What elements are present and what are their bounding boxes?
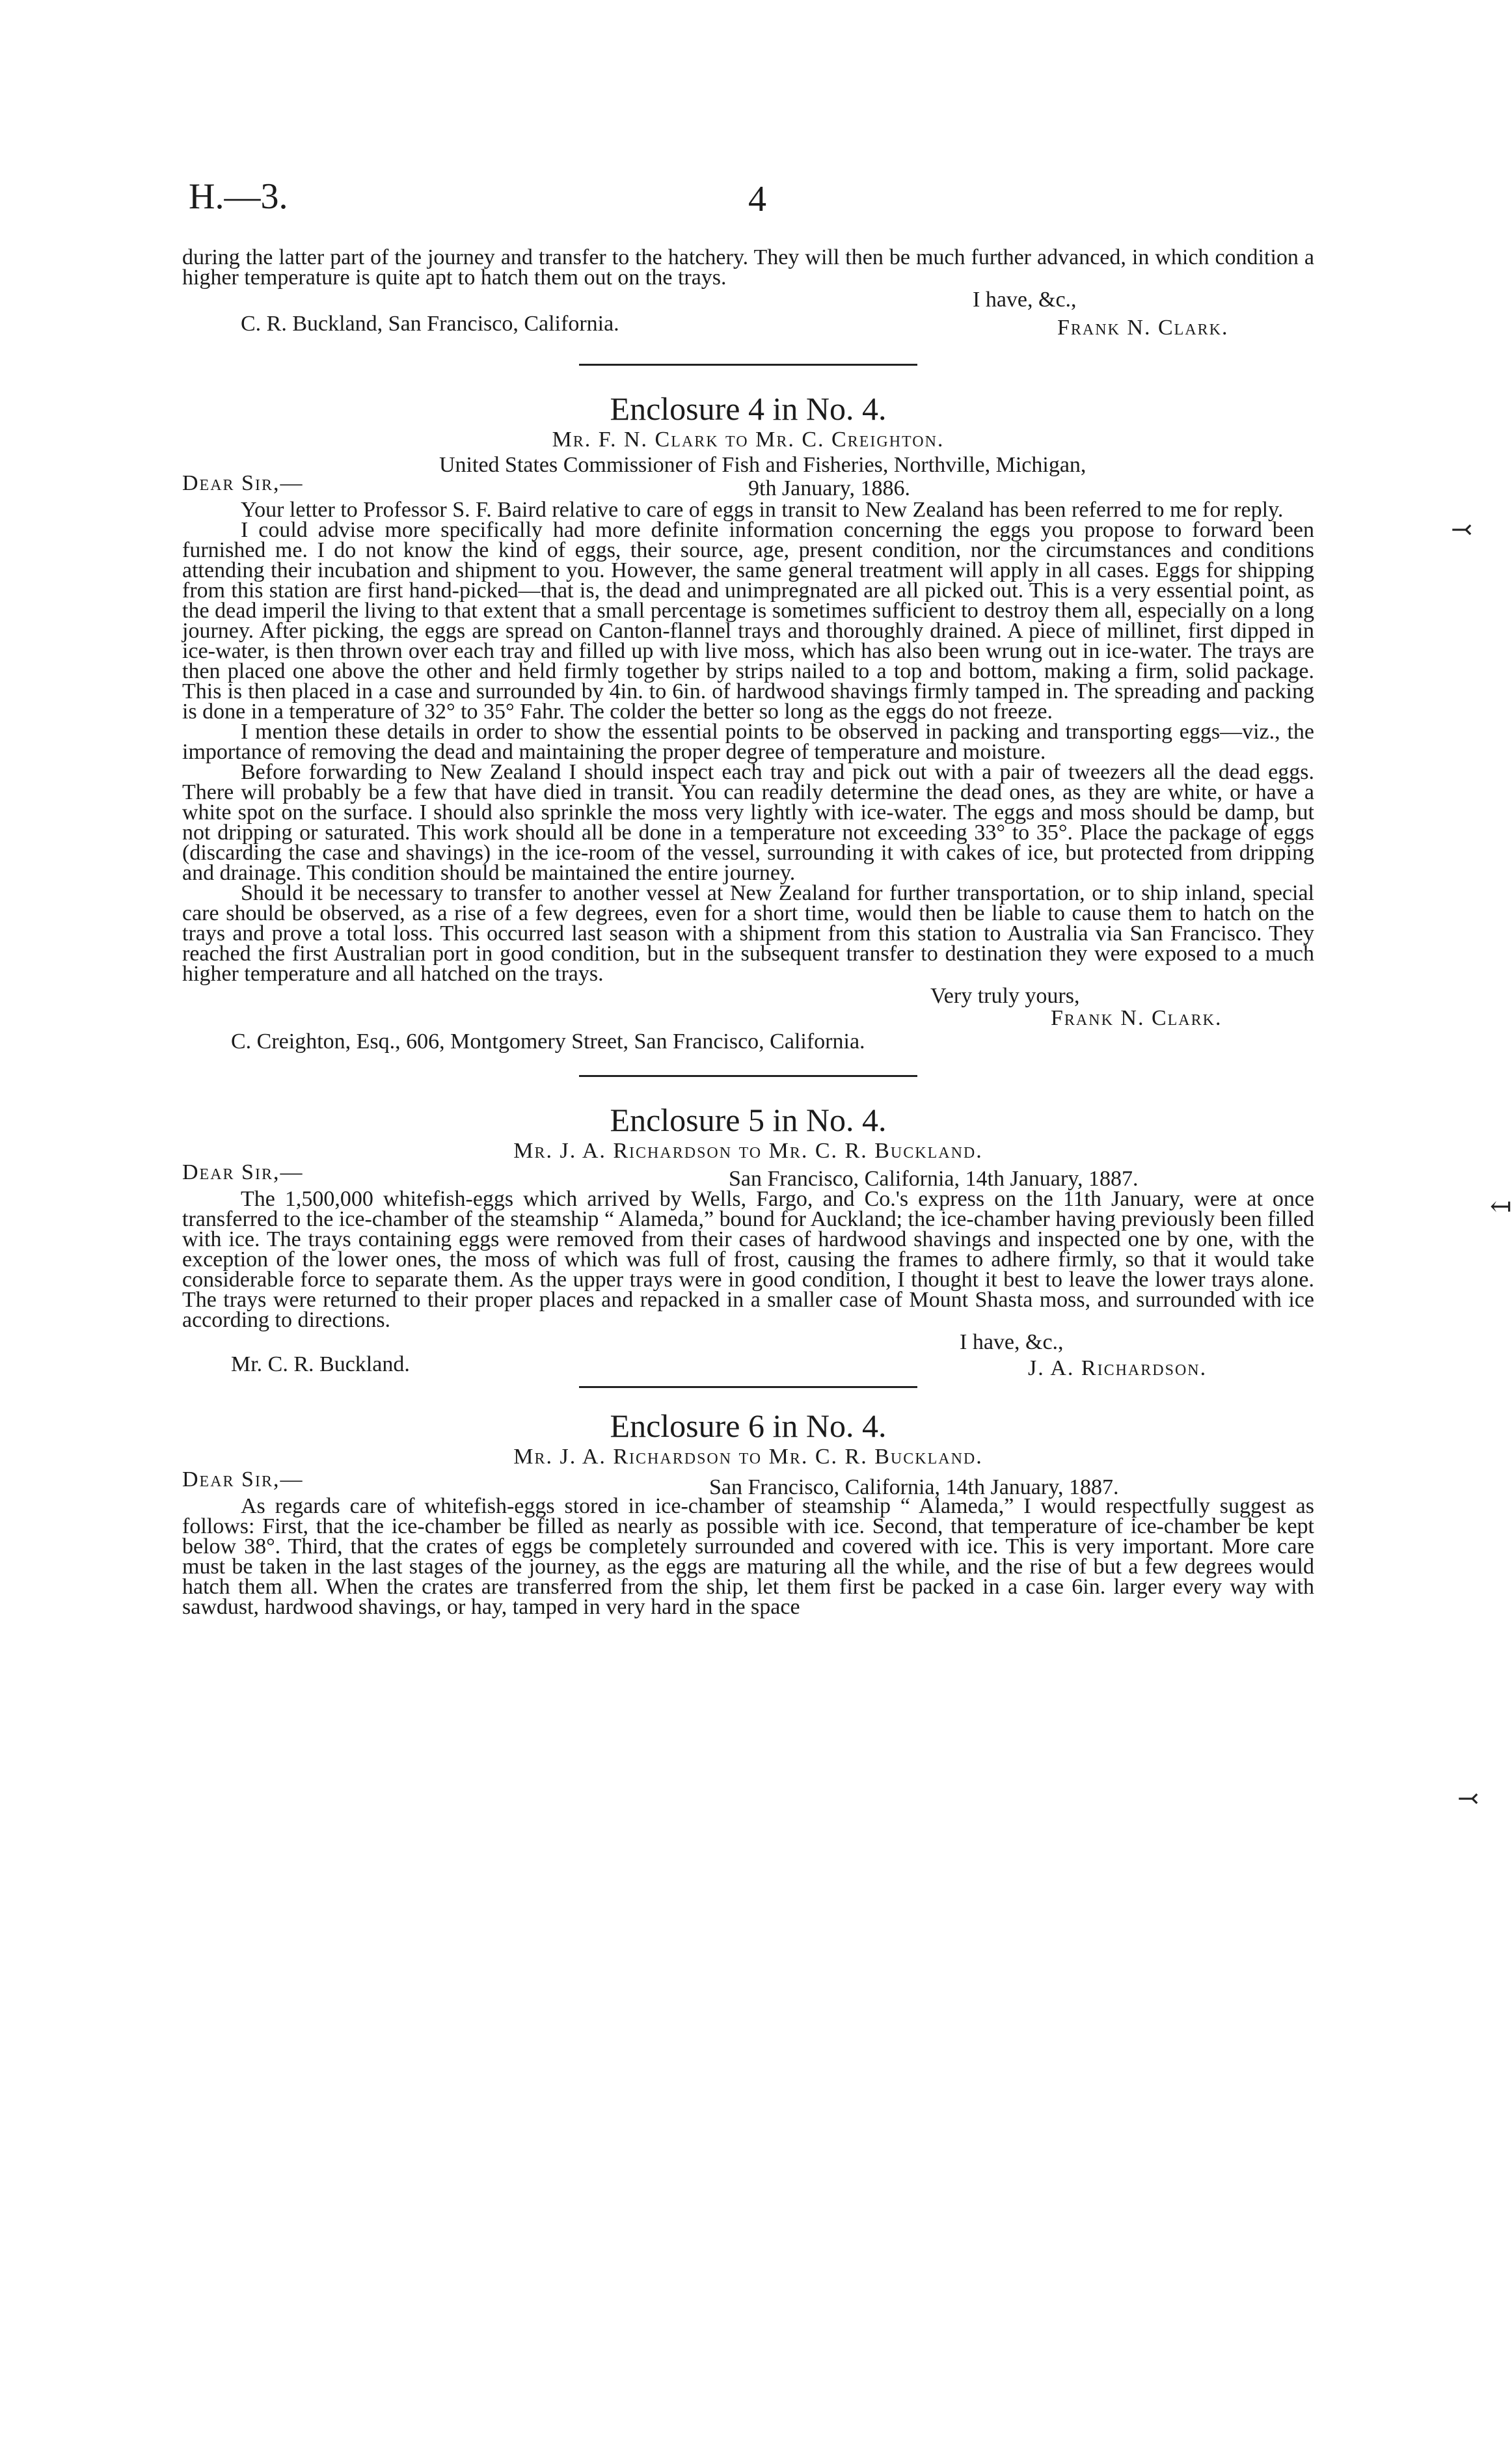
section-divider	[579, 1075, 917, 1077]
intro-closing: I have, &c.,	[973, 288, 1077, 312]
enclosure-4-salutation: Dear Sir,—	[182, 471, 304, 495]
enclosure-4-closing: Very truly yours,	[930, 984, 1080, 1008]
enclosure-5-date: San Francisco, California, 14th January, 1887.	[729, 1167, 1139, 1191]
margin-mark: ⤙	[1451, 515, 1473, 544]
enclosure-6-title: Enclosure 6 in No. 4.	[610, 1408, 887, 1444]
document-body	[182, 247, 1314, 1617]
intro-signature: Frank N. Clark.	[1057, 316, 1229, 340]
enclosure-4-date: 9th January, 1886.	[748, 476, 910, 500]
enclosure-4-paragraph: Should it be necessary to transfer to another vessel at New Zealand for further transportation, or to ship inland, special care should be observed, as a rise of a few degrees, even for a short time, would then be liable to cause them to hatch on the trays and prove a total loss. This occurred last season with a shipment from this station to Australia via San Francisco. They reached the first Australian port in good condition, but in the subsequent transfer to destination they were exposed to a much higher temperature and all hatched on the trays.	[182, 881, 1314, 986]
margin-mark: ⤙	[1457, 1784, 1479, 1813]
intro-addressee: C. R. Buckland, San Francisco, California.	[241, 312, 619, 336]
enclosure-5-subtitle: Mr. J. A. Richardson to Mr. C. R. Buckland.	[513, 1139, 983, 1163]
enclosure-6	[182, 1408, 1314, 1617]
enclosure-4-signature: Frank N. Clark.	[1051, 1006, 1222, 1030]
enclosure-6-subtitle: Mr. J. A. Richardson to Mr. C. R. Buckland.	[513, 1445, 983, 1469]
enclosure-6-date: San Francisco, California, 14th January, 1887.	[709, 1475, 1119, 1499]
enclosure-4-paragraph: Before forwarding to New Zealand I should inspect each tray and pick out with a pair of tweezers all the dead eggs. There will probably be a few that have died in transit. You can readily determine the dead ones, as they are white, or have a white spot on the surface. I should also sprinkle the moss very lightly with ice-water. The eggs and moss should be damp, but not dripping or saturated. This work should all be done in a temperature not exceeding 33° to 35°. Place the package of eggs (discarding the case and shavings) in the ice-room of the vessel, surrounding it with cakes of ice, but protected from dripping and drainage. This condition should be maintained the entire journey.	[182, 760, 1314, 885]
enclosure-5-closing: I have, &c.,	[960, 1330, 1064, 1354]
enclosure-6-salutation: Dear Sir,—	[182, 1467, 304, 1492]
intro-letter	[182, 247, 1314, 338]
enclosure-4-paragraph: Your letter to Professor S. F. Baird relative to care of eggs in transit to New Zealand has been referred to me for reply.	[241, 498, 1284, 522]
margin-mark: ↤	[1490, 1192, 1512, 1221]
intro-paragraph: during the latter part of the journey and transfer to the hatchery. They will then be much further advanced, in which condition a higher temperature is quite apt to hatch them out on the trays.	[182, 245, 1314, 290]
enclosure-5-addressee: Mr. C. R. Buckland.	[231, 1352, 410, 1376]
section-divider	[579, 364, 917, 366]
enclosure-4-paragraph: I could advise more specifically had more definite information concerning the eggs you propose to forward been furnished me. I do not know the kind of eggs, their source, age, present condition, nor the circumstances and conditions attending their incubation and shipment to you. However, the same general treatment will apply in all cases. Eggs for shipping from this station are first hand-picked—that is, the dead and unimpregnated are all picked out. This is a very essential point, as the dead imperil the living to that extent that a small percentage is sometimes sufficient to destroy them all, especially on a long journey. After picking, the eggs are spread on Canton-flannel trays and thoroughly drained. A piece of millinet, first dipped in ice-water, is then thrown over each tray and filled up with live moss, which has also been wrung out in ice-water. The trays are then placed one above the other and held firmly together by strips nailed to a top and bottom, making a firm, solid package. This is then placed in a case and surrounded by 4in. to 6in. of hardwood shavings firmly tamped in. The spreading and packing is done in a temperature of 32° to 35° Fahr. The colder the better so long as the eggs do not freeze.	[182, 518, 1314, 724]
enclosure-4-subtitle: Mr. F. N. Clark to Mr. C. Creighton.	[552, 428, 945, 452]
enclosure-5-title: Enclosure 5 in No. 4.	[610, 1102, 887, 1138]
section-divider	[579, 1386, 917, 1388]
enclosure-4-title: Enclosure 4 in No. 4.	[610, 390, 887, 427]
enclosure-4-addressee: C. Creighton, Esq., 606, Montgomery Street, San Francisco, California.	[231, 1029, 865, 1054]
enclosure-5-paragraph: The 1,500,000 whitefish-eggs which arrived by Wells, Fargo, and Co.'s express on the 11th January, were at once transferred to the ice-chamber of the steamship “ Alameda,” bound for Auckland; the ice-chamber having previously been filled with ice. The trays containing eggs were removed from their cases of hardwood shavings and inspected one by one, with the exception of the lower ones, the moss of which was full of frost, causing the frames to adhere firmly, so that it would take considerable force to separate them. As the upper trays were in good condition, I thought it best to leave the lower trays alone. The trays were returned to their proper places and repacked in a smaller case of Mount Shasta moss, and surrounded with ice according to directions.	[182, 1187, 1314, 1332]
enclosure-5	[182, 1102, 1314, 1378]
enclosure-4-place: United States Commissioner of Fish and Fisheries, Northville, Michigan,	[439, 453, 1087, 477]
enclosure-5-salutation: Dear Sir,—	[182, 1160, 304, 1184]
enclosure-5-signature: J. A. Richardson.	[1028, 1356, 1208, 1380]
page-number: 4	[748, 179, 766, 219]
enclosure-4	[182, 390, 1314, 1056]
document-reference: H.—3.	[189, 176, 288, 217]
enclosure-6-paragraph: As regards care of whitefish-eggs stored in ice-chamber of steamship “ Alameda,” I would respectfully suggest as follows: First, that the ice-chamber be filled as nearly as possible with ice. Second, that temperature of ice-chamber be kept below 38°. Third, that the crates of eggs be completely surrounded and covered with ice. This is very important. More care must be taken in the last stages of the journey, as the eggs are maturing all the while, and the rise of but a few degrees would hatch them all. When the crates are transferred from the ship, let them first be packed in a case 6in. larger every way with sawdust, hardwood shavings, or hay, tamped in very hard in the space	[182, 1494, 1314, 1619]
enclosure-4-paragraph: I mention these details in order to show the essential points to be observed in packing and transporting eggs—viz., the importance of removing the dead and maintaining the proper degree of temperature and moisture.	[182, 720, 1314, 764]
